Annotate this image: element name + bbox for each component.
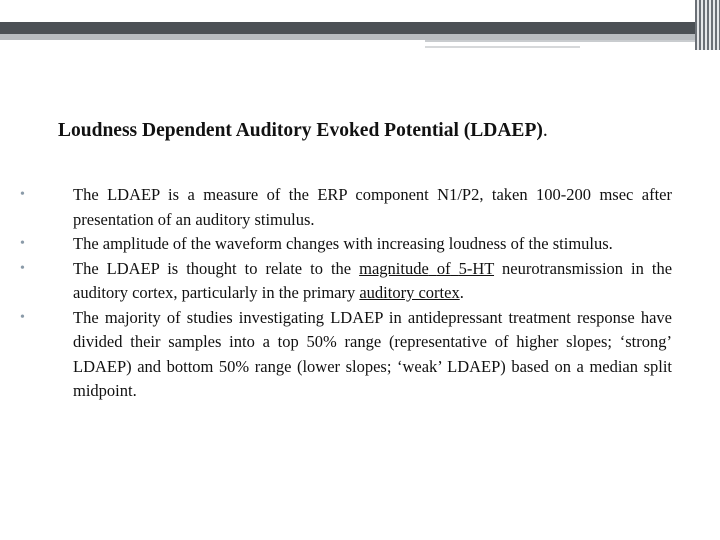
bullet-item-4 bbox=[20, 306, 672, 404]
header-line-thin-short bbox=[425, 46, 580, 48]
bullet-list bbox=[20, 183, 672, 404]
decorative-header-bar bbox=[0, 0, 720, 50]
header-line-thin bbox=[425, 40, 695, 42]
bullet-text: The LDAEP is a measure of the ERP component N1/P2, taken 100-200 msec after presentation of an auditory stimulus. bbox=[73, 185, 672, 229]
bullet-text-middle: neurotransmission in the auditory cortex, particularly in the primary bbox=[73, 258, 673, 302]
slide-title bbox=[58, 120, 698, 142]
underlined-space bbox=[451, 259, 459, 278]
header-stripes bbox=[695, 0, 720, 50]
bullet-dot-icon: • bbox=[20, 236, 25, 251]
bullet-text: The amplitude of the waveform changes with increasing loudness of the stimulus. bbox=[73, 234, 613, 253]
bullet-item-1 bbox=[20, 183, 672, 232]
bullet-item-2 bbox=[20, 232, 672, 257]
slide-title-text: Loudness Dependent Auditory Evoked Potential (LDAEP) bbox=[58, 120, 543, 141]
bullet-dot-icon: • bbox=[20, 187, 25, 202]
underlined-5ht: 5-HT bbox=[458, 258, 495, 278]
bullet-dot-icon: • bbox=[20, 309, 25, 325]
underlined-magnitude: magnitude bbox=[359, 258, 429, 278]
underlined-auditory-cortex: auditory cortex bbox=[359, 283, 460, 302]
underlined-space bbox=[429, 259, 437, 278]
bullet-text: The majority of studies investigating LDAEP in antidepressant treatment response have divided their samples into a top 50% range (representative of higher slopes; ‘strong’ LDAEP) and bottom 50% range (lower slopes; ‘weak’ LDAEP) based on a median split midpoint. bbox=[73, 307, 672, 400]
underlined-of: of bbox=[436, 258, 451, 278]
bullet-text-start: The LDAEP is thought to relate to the bbox=[73, 258, 360, 278]
header-bar-dark bbox=[0, 22, 695, 34]
bullet-dot-icon: • bbox=[20, 260, 25, 276]
slide-title-period: . bbox=[542, 120, 548, 141]
bullet-text-end: . bbox=[459, 283, 464, 302]
bullet-item-3 bbox=[20, 257, 672, 306]
